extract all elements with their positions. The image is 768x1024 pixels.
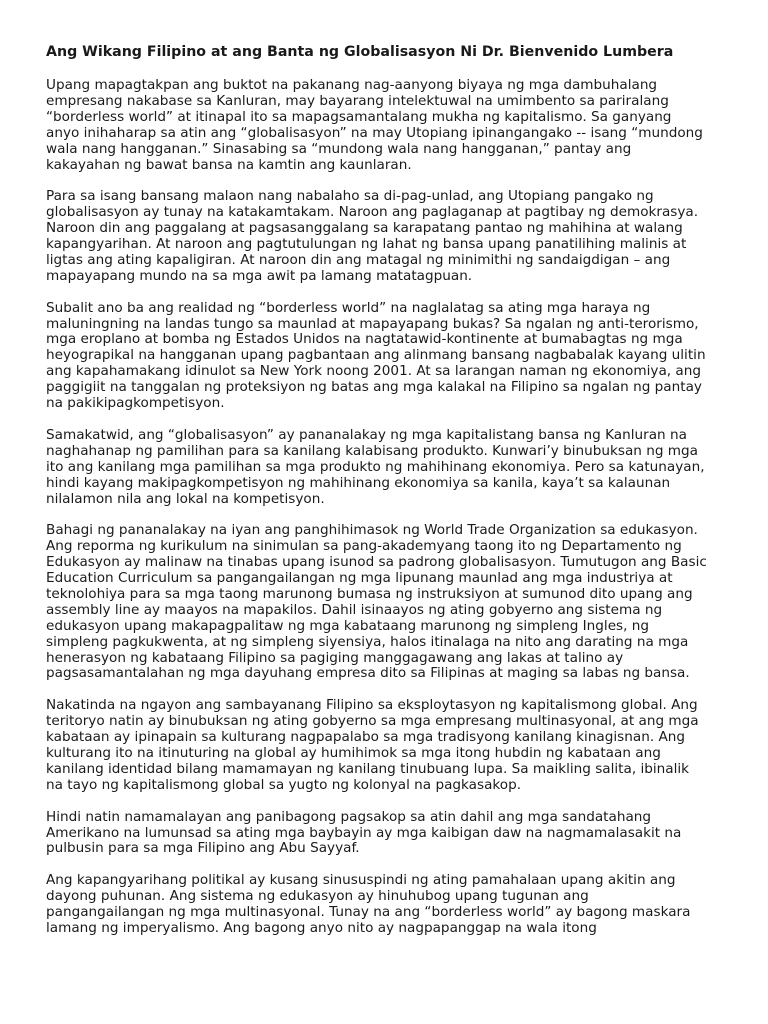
document-title: Ang Wikang Filipino at ang Banta ng Globalisasyon Ni Dr. Bienvenido Lumbera [46,44,674,60]
paragraph: Upang mapagtakpan ang buktot na pakanang nag-aanyong biyaya ng mga dambuhalang empresang nakabase sa Kanluran, may bayarang intelektuwal na umimbento sa pariralang “borderless world” at itinapal ito sa mapagsamantalang mukha ng kapitalismo. Sa ganyang anyo inihaharap sa atin ang “globalisasyon” na may Utopiang ipinangangako -- isang “mundong wala nang hangganan.” Sinasabing sa “mundong wala nang hangganan,” pantay ang kakayahan ng bawat bansa na kamtin ang kaunlaran. [46,77,703,173]
paragraph: Samakatwid, ang “globalisasyon” ay pananalakay ng mga kapitalistang bansa ng Kanluran na naghahanap ng pamilihan para sa kanilang kalabisang produkto. Kunwari’y binubuksan ng mga ito ang kanilang mga pamilihan sa mga produkto ng mahihinang ekonomiya. Pero sa katunayan, hindi kayang makipagkompetisyon ng mahihinang ekonomiya sa kanila, kaya’t sa kalaunan nilalamon nila ang lokal na kompetisyon. [46,426,705,507]
paragraph: Bahagi ng pananalakay na iyan ang panghihimasok ng World Trade Organization sa edukasyon. Ang reporma ng kurikulum na sinimulan sa pang-akademyang taong ito ng Departamento ng Edukasyon ay malinaw na tinabas upang isunod sa padrong globalisasyon. Tumutugon ang Basic Education Curriculum sa pangangailangan ng mga lipunang maunlad ang mga industriya at teknolohiya para sa mga taong marunong bumasa ng instruksiyon at sumunod dito upang ang assembly line ay maayos na mapakilos. Dahil isinaayos ng ating gobyerno ang sistema ng edukasyon upang makapagpalitaw ng mga kabataang marunong ng simpleng Ingles, ng simpleng pagkukwenta, at ng simpleng siyensiya, halos itinalaga na nito ang darating na mga henerasyon ng kabataang Filipino sa pagiging manggagawang ang lakas at talino ay pagsasamantalahan ng mga dayuhang empresa dito sa Filipinas at maging sa labas ng bansa. [46,522,707,682]
paragraph: Para sa isang bansang malaon nang nabalaho sa di-pag-unlad, ang Utopiang pangako ng globalisasyon ay tunay na katakamtakam. Naroon ang paglaganap at pagtibay ng demokrasya. Naroon din ang paggalang at pagsasanggalang sa karapatang pantao ng mahihina at walang kapangyarihan. At naroon ang pagtutulungan ng lahat ng bansa upang panatilihing malinis at ligtas ang ating kapaligiran. At naroon din ang matagal ng minimithi ng sandaigdigan – ang mapayapang mundo na sa mga awit pa lamang matatagpuan. [46,188,699,284]
paragraph: Nakatinda na ngayon ang sambayanang Filipino sa eksploytasyon ng kapitalismong global. Ang teritoryo natin ay binubuksan ng ating gobyerno sa mga empresang multinasyonal, at ang mga kabataan ay ipinapain sa kulturang nagpapalabo sa mga tradisyong kanilang kinagisnan. Ang kulturang ito na itinuturing na global ay humihimok sa mga itong hubdin ng kabataan ang kanilang identidad bilang mamamayan ng kanilang tinubuang lupa. Sa maikling salita, ibinalik na tayo ng kapitalismong global sa yugto ng kolonyal na pagkasakop. [46,697,699,793]
paragraph: Hindi natin namamalayan ang panibagong pagsakop sa atin dahil ang mga sandatahang Amerikano na lumunsad sa ating mga baybayin ay mga kaibigan daw na nagmamalasakit na pulbusin para sa mga Filipino ang Abu Sayyaf. [46,808,682,857]
paragraph: Subalit ano ba ang realidad ng “borderless world” na naglalatag sa ating mga haraya ng maluningning na landas tungo sa maunlad at mapayapang bukas? Sa ngalan ng anti-terorismo, mga eroplano at bomba ng Estados Unidos na nagtatawid-kontinente at bumabagtas ng mga heyograpikal na hangganan upang pagbantaan ang alinmang bansang nagbabalak kayang ulitin ang kapahamakang idinulot sa New York noong 2001. At sa larangan naman ng ekonomiya, ang paggigiit na tanggalan ng proteksiyon ng batas ang mga kalakal na Filipino sa ngalan ng pantay na pakikipagkompetisyon. [46,299,706,412]
paragraph: Ang kapangyarihang politikal ay kusang sinususpindi ng ating pamahalaan upang akitin ang dayong puhunan. Ang sistema ng edukasyon ay hinuhubog upang tugunan ang pangangailangan ng mga multinasyonal. Tunay na ang “borderless world” ay bagong maskara lamang ng imperyalismo. Ang bagong anyo nito ay nagpapanggap na wala itong [46,872,691,936]
